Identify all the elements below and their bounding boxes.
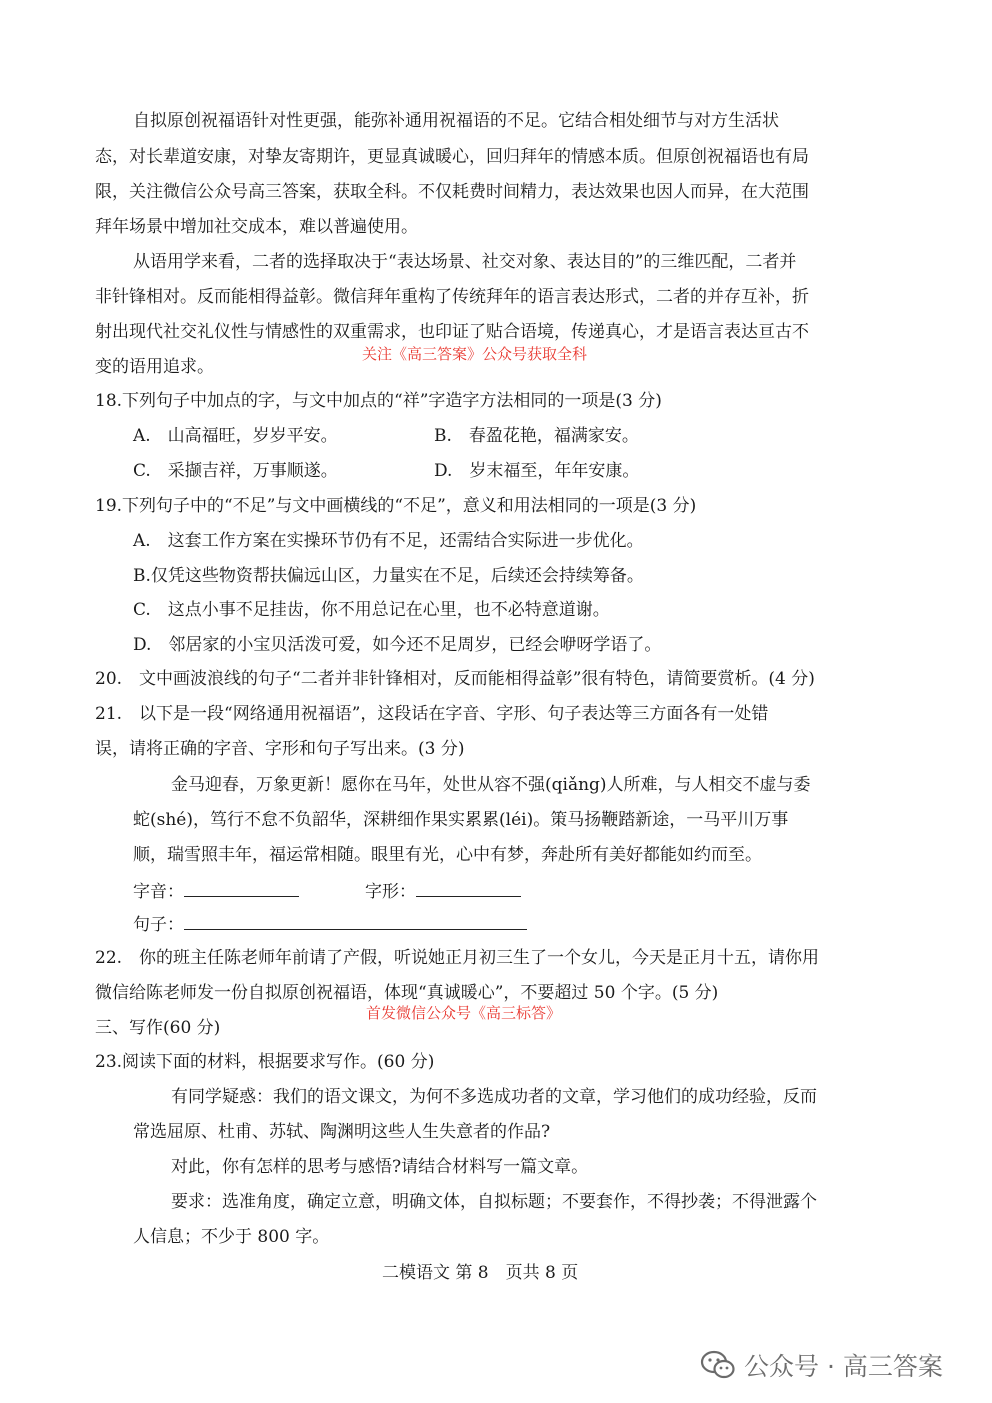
- passage-line: 自拟原创祝福语针对性更强，能弥补通用祝福语的不足。它结合相处细节与对方生活状: [133, 111, 779, 131]
- passage-line: 拜年场景中增加社交成本，难以普遍使用。: [95, 217, 418, 237]
- requirements-line: 人信息；不少于 800 字。: [133, 1227, 330, 1247]
- option-d: D. 岁末福至，年年安康。: [434, 461, 640, 481]
- question-22-stem: 微信给陈老师发一份自拟原创祝福语，体现“真诚暖心”，不要超过 50 个字。(5 分): [95, 983, 719, 1003]
- passage-line: 限，关注微信公众号高三答案，获取全科。不仅耗费时间精力，表达效果也因人而异，在大范围: [95, 182, 809, 202]
- passage-line: 变的语用追求。: [95, 357, 214, 377]
- answer-sound: [133, 880, 299, 903]
- passage-line: 态，对长辈道安康，对挚友寄期许，更显真诚暖心，回归拜年的情感本质。但原创祝福语也有局: [95, 147, 809, 167]
- sound-answer-blank[interactable]: [184, 880, 299, 897]
- greeting-text-line: 蛇(shé)，笃行不怠不负韶华，深耕细作果实累累(léi)。策马扬鞭踏新途，一马平川万事: [133, 810, 789, 830]
- option-a: A. 这套工作方案在实操环节仍有不足，还需结合实际进一步优化。: [133, 531, 644, 551]
- passage-line: 射出现代社交礼仪性与情感性的双重需求，也印证了贴合语境，传递真心，才是语言表达亘古不: [95, 322, 809, 342]
- form-label: 字形：: [365, 882, 416, 902]
- option-c: C. 采撷吉祥，万事顺遂。: [133, 461, 338, 481]
- page-footer: 二模语文 第 8 页共 8 页: [382, 1263, 579, 1283]
- option-b: B. 春盈花艳，福满家安。: [434, 426, 639, 446]
- writing-prompt: 对此，你有怎样的思考与感悟?请结合材料写一篇文章。: [171, 1157, 589, 1177]
- watermark-text: 关注《高三答案》公众号获取全科: [362, 345, 588, 363]
- greeting-text-line: 金马迎春，万象更新！愿你在马年，处世从容不强(qiǎng)人所难，与人相交不虚与委: [171, 775, 811, 795]
- brand-watermark: [700, 1347, 943, 1383]
- watermark-text: 首发微信公众号《高三标答》: [366, 1004, 562, 1022]
- material-line: 常选屈原、杜甫、苏轼、陶渊明这些人生失意者的作品?: [133, 1122, 551, 1142]
- question-21-stem: 21. 以下是一段“网络通用祝福语”，这段话在字音、字形、句子表达等三方面各有一处错: [95, 704, 769, 724]
- answer-form: [365, 880, 521, 903]
- section-title: 三、写作(60 分): [95, 1018, 221, 1038]
- requirements-line: 要求：选准角度，确定立意，明确文体，自拟标题；不要套作，不得抄袭；不得泄露个: [171, 1192, 817, 1212]
- option-d: D. 邻居家的小宝贝活泼可爱，如今还不足周岁，已经会咿呀学语了。: [133, 635, 662, 655]
- question-22-stem: 22. 你的班主任陈老师年前请了产假，听说她正月初三生了一个女儿，今天是正月十五，请你用: [95, 948, 820, 968]
- passage-line: 非针锋相对。反而能相得益彰。微信拜年重构了传统拜年的语言表达形式，二者的并存互补，折: [95, 287, 809, 307]
- question-18-stem: 18.下列句子中加点的字，与文中加点的“祥”字造字方法相同的一项是(3 分): [95, 391, 662, 411]
- brand-text: 公众号 · 高三答案: [744, 1352, 943, 1381]
- greeting-text-line: 顺，瑞雪照丰年，福运常相随。眼里有光，心中有梦，奔赴所有美好都能如约而至。: [133, 845, 762, 865]
- option-a: A. 山高福旺，岁岁平安。: [133, 426, 338, 446]
- question-20-stem: 20. 文中画波浪线的句子“二者并非针锋相对，反而能相得益彰”很有特色，请简要赏析。(4 分): [95, 669, 815, 689]
- form-answer-blank[interactable]: [416, 880, 521, 897]
- sentence-answer-blank[interactable]: [184, 913, 527, 930]
- sentence-label: 句子：: [133, 915, 184, 935]
- question-23-stem: 23.阅读下面的材料，根据要求写作。(60 分): [95, 1052, 435, 1072]
- option-c: C. 这点小事不足挂齿，你不用总记在心里，也不必特意道谢。: [133, 600, 610, 620]
- question-21-stem: 误，请将正确的字音、字形和句子写出来。(3 分): [95, 739, 465, 759]
- answer-sentence: [133, 913, 527, 936]
- wechat-icon: [700, 1350, 736, 1380]
- passage-line: 从语用学来看，二者的选择取决于“表达场景、社交对象、表达目的”的三维匹配，二者并: [133, 252, 797, 272]
- question-19-stem: 19.下列句子中的“不足”与文中画横线的“不足”，意义和用法相同的一项是(3 分): [95, 496, 697, 516]
- material-line: 有同学疑惑：我们的语文课文，为何不多选成功者的文章，学习他们的成功经验，反而: [171, 1087, 817, 1107]
- option-b: B.仅凭这些物资帮扶偏远山区，力量实在不足，后续还会持续筹备。: [133, 566, 644, 586]
- sound-label: 字音：: [133, 882, 184, 902]
